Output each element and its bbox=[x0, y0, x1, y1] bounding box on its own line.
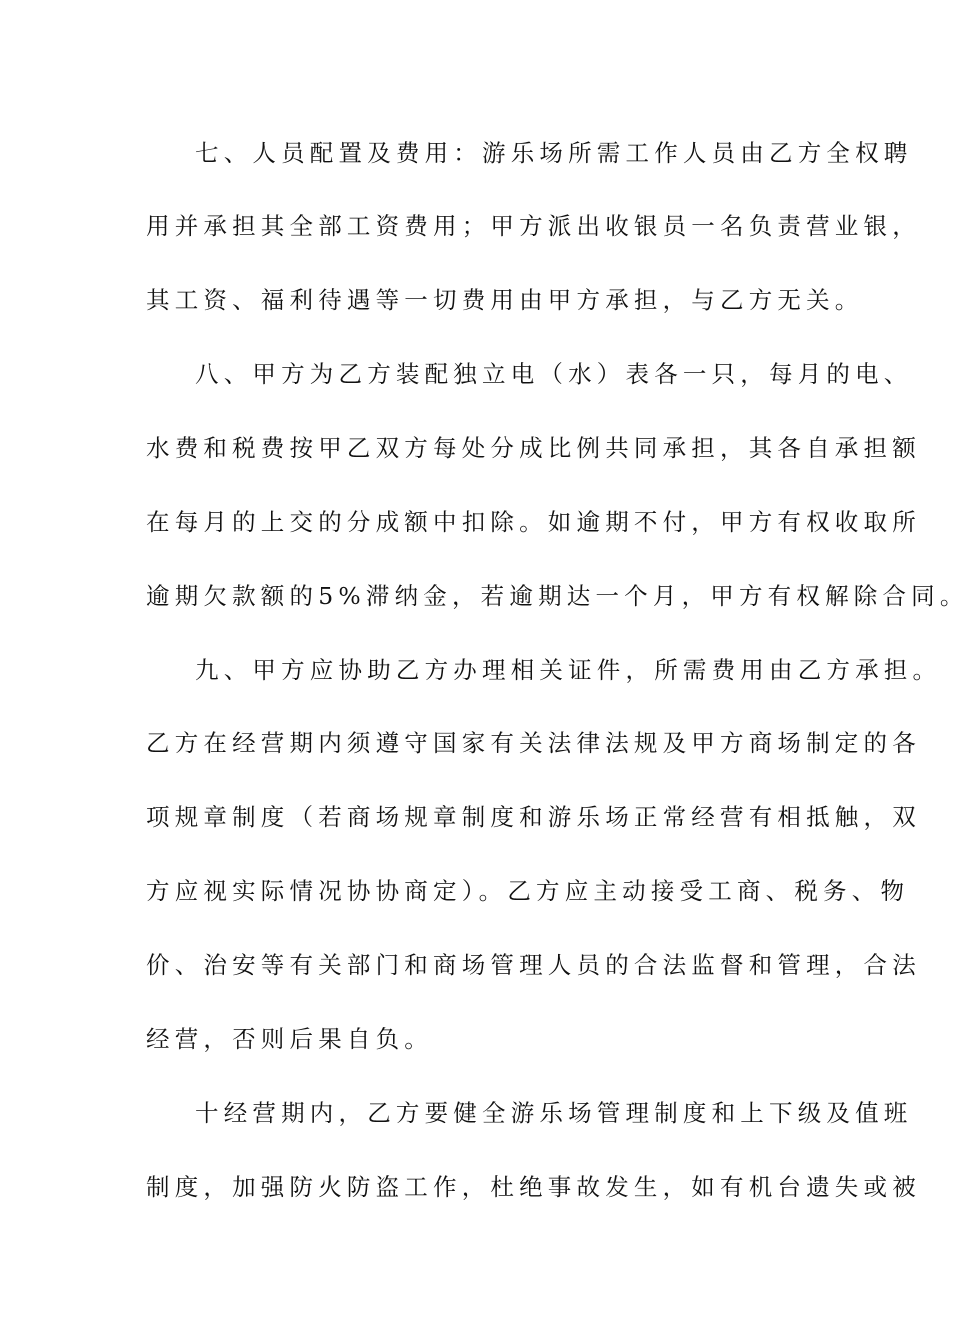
paragraph-8-line-2: 水费和税费按甲乙双方每处分成比例共同承担，其各自承担额 bbox=[146, 434, 921, 462]
paragraph-9-line-6: 经营，否则后果自负。 bbox=[146, 1025, 433, 1053]
paragraph-8-line-1: 八、甲方为乙方装配独立电（水）表各一只，每月的电、 bbox=[195, 360, 913, 388]
paragraph-9-line-5: 价、治安等有关部门和商场管理人员的合法监督和管理，合法 bbox=[146, 951, 921, 979]
paragraph-10-line-1: 十经营期内，乙方要健全游乐场管理制度和上下级及值班 bbox=[195, 1099, 913, 1127]
paragraph-8-line-3: 在每月的上交的分成额中扣除。如逾期不付，甲方有权收取所 bbox=[146, 508, 921, 536]
paragraph-7-line-2: 用并承担其全部工资费用；甲方派出收银员一名负责营业银， bbox=[146, 212, 921, 240]
paragraph-8-line-4: 逾期欠款额的5%滞纳金，若逾期达一个月，甲方有权解除合同。 bbox=[146, 582, 969, 610]
paragraph-9-line-4: 方应视实际情况协协商定）。乙方应主动接受工商、税务、物 bbox=[146, 877, 910, 905]
paragraph-9-line-1: 九、甲方应协助乙方办理相关证件，所需费用由乙方承担。 bbox=[195, 656, 942, 684]
paragraph-9-line-2: 乙方在经营期内须遵守国家有关法律法规及甲方商场制定的各 bbox=[146, 729, 921, 757]
paragraph-10-line-2: 制度，加强防火防盗工作，杜绝事故发生，如有机台遗失或被 bbox=[146, 1173, 921, 1201]
paragraph-7-line-1: 七、人员配置及费用：游乐场所需工作人员由乙方全权聘 bbox=[195, 139, 913, 167]
paragraph-7-line-3: 其工资、福利待遇等一切费用由甲方承担，与乙方无关。 bbox=[146, 286, 864, 314]
paragraph-9-line-3: 项规章制度（若商场规章制度和游乐场正常经营有相抵触，双 bbox=[146, 803, 921, 831]
